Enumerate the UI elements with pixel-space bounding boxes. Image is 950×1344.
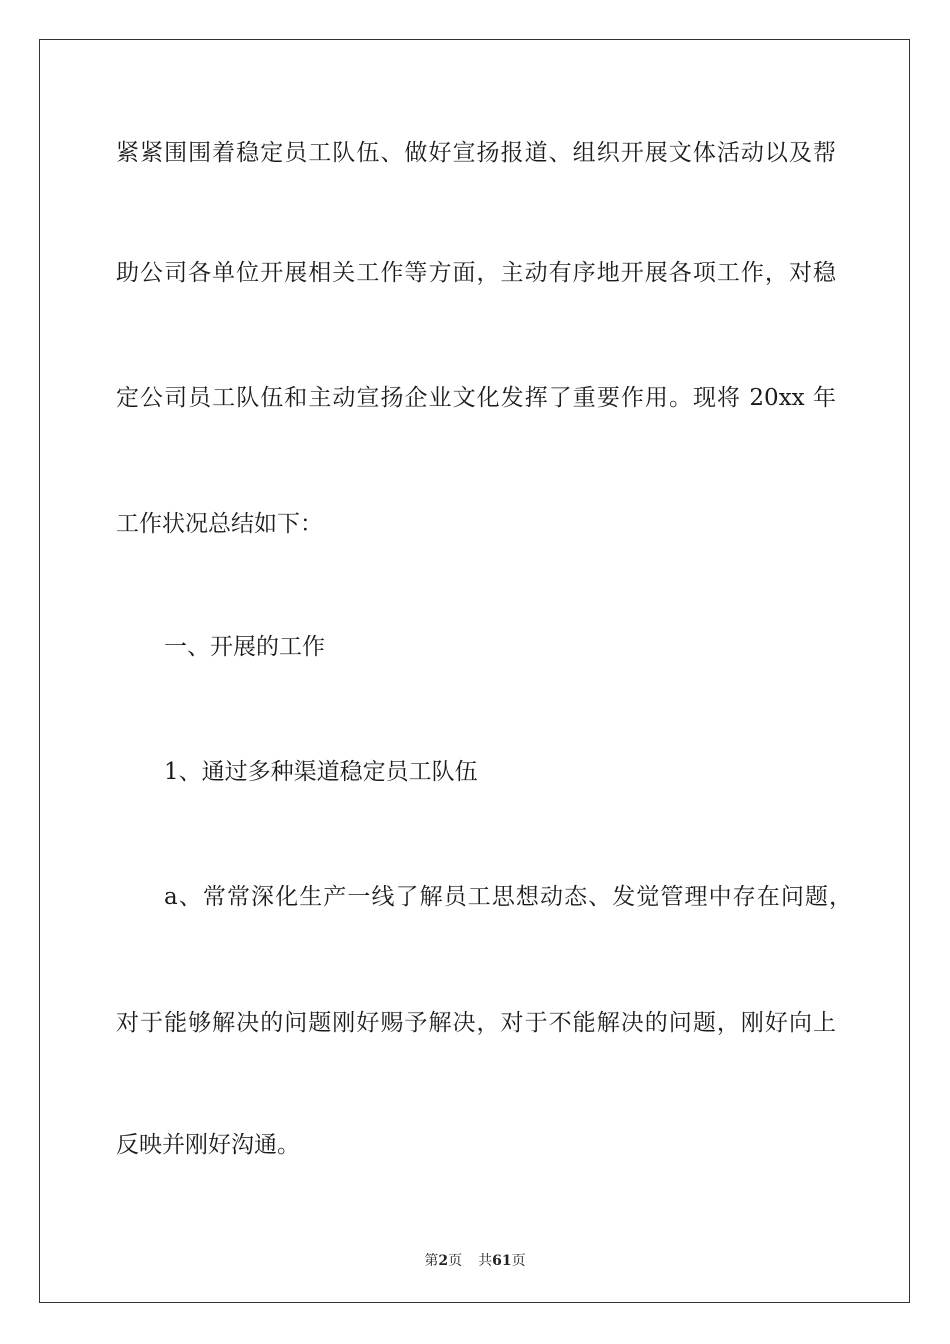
section-heading: 一、开展的工作: [164, 634, 325, 660]
item-line-1: a、常常深化生产一线了解员工思想动态、发觉管理中存在问题，: [164, 884, 852, 910]
item-line-3: 反映并刚好沟通。: [116, 1132, 300, 1158]
paragraph-line-4: 工作状况总结如下：: [116, 511, 323, 537]
footer-page-suffix: 页: [448, 1253, 463, 1269]
item-line-2: 对于能够解决的问题刚好赐予解决，对于不能解决的问题，刚好向上: [116, 1010, 836, 1036]
footer-total-prefix: 共: [478, 1253, 493, 1269]
paragraph-line-2: 助公司各单位开展相关工作等方面，主动有序地开展各项工作，对稳: [116, 260, 836, 286]
footer-page-number: 2: [438, 1253, 449, 1269]
page-frame: [39, 39, 910, 1303]
page-footer: [0, 1250, 950, 1270]
footer-page-prefix: 第: [424, 1253, 439, 1269]
footer-total-suffix: 页: [511, 1253, 526, 1269]
paragraph-line-3: 定公司员工队伍和主动宣扬企业文化发挥了重要作用。现将 20xx 年: [116, 385, 836, 411]
paragraph-line-1: 紧紧围围着稳定员工队伍、做好宣扬报道、组织开展文体活动以及帮: [116, 140, 836, 166]
subsection-heading: 1、通过多种渠道稳定员工队伍: [164, 759, 478, 785]
footer-total-pages: 61: [492, 1253, 512, 1269]
